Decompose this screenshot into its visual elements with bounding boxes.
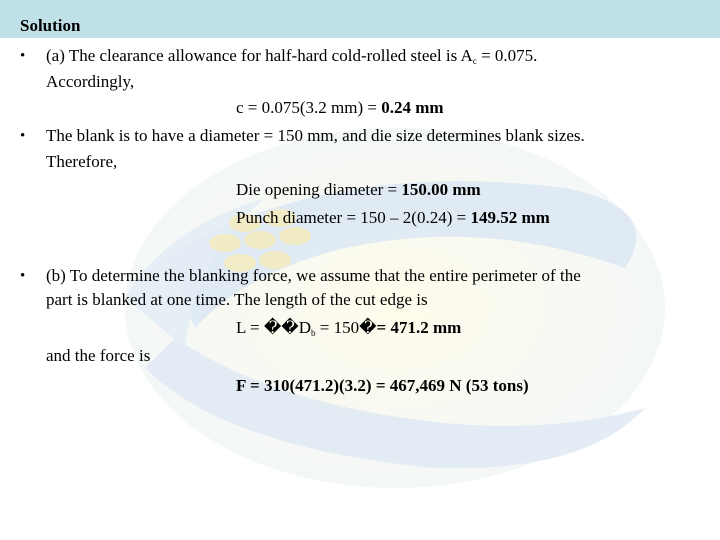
subscript-b: b (311, 328, 316, 338)
equation-text: Die opening diameter = (236, 180, 402, 199)
equation-clearance (236, 98, 444, 118)
missing-glyph: � (359, 318, 377, 337)
equation-text: Punch diameter = 150 – 2(0.24) = (236, 208, 471, 227)
equation-result: 149.52 mm (470, 208, 550, 227)
equation-text: L = (236, 318, 264, 337)
equation-result: = 471.2 mm (376, 318, 462, 337)
missing-glyph: �� (263, 318, 299, 337)
equation-text: c = 0.075(3.2 mm) = (236, 98, 382, 117)
equation-die-opening (236, 180, 481, 200)
para-a-line2: Accordingly, (46, 72, 135, 91)
equation-cut-length (236, 318, 461, 343)
para-a-text: (a) The clearance allowance for half-hard cold-rolled steel is A (46, 46, 473, 65)
slide-heading: Solution (20, 16, 81, 35)
para-a-line1 (46, 46, 537, 71)
para-b-line3: and the force is (46, 346, 151, 365)
subscript-c: c (472, 56, 477, 66)
bullet-a: • (20, 48, 26, 64)
para-b-line2: part is blanked at one time. The length of the cut edge is (46, 290, 428, 309)
para-blank-line1: The blank is to have a diameter = 150 mm, and die size determines blank sizes. (46, 126, 585, 145)
bullet-b: • (20, 268, 26, 284)
para-b-line1: (b) To determine the blanking force, we assume that the entire perimeter of the (46, 266, 581, 285)
para-blank-line2: Therefore, (46, 152, 118, 171)
equation-text: D (298, 318, 311, 337)
equation-punch-diameter (236, 208, 550, 228)
equation-text: = 150 (315, 318, 360, 337)
equation-result: 150.00 mm (401, 180, 481, 199)
equation-result: 0.24 mm (381, 98, 444, 117)
para-a-value: = 0.075. (476, 46, 538, 65)
equation-force: F = 310(471.2)(3.2) = 467,469 N (53 tons) (236, 376, 529, 395)
bullet-blank: • (20, 128, 26, 144)
